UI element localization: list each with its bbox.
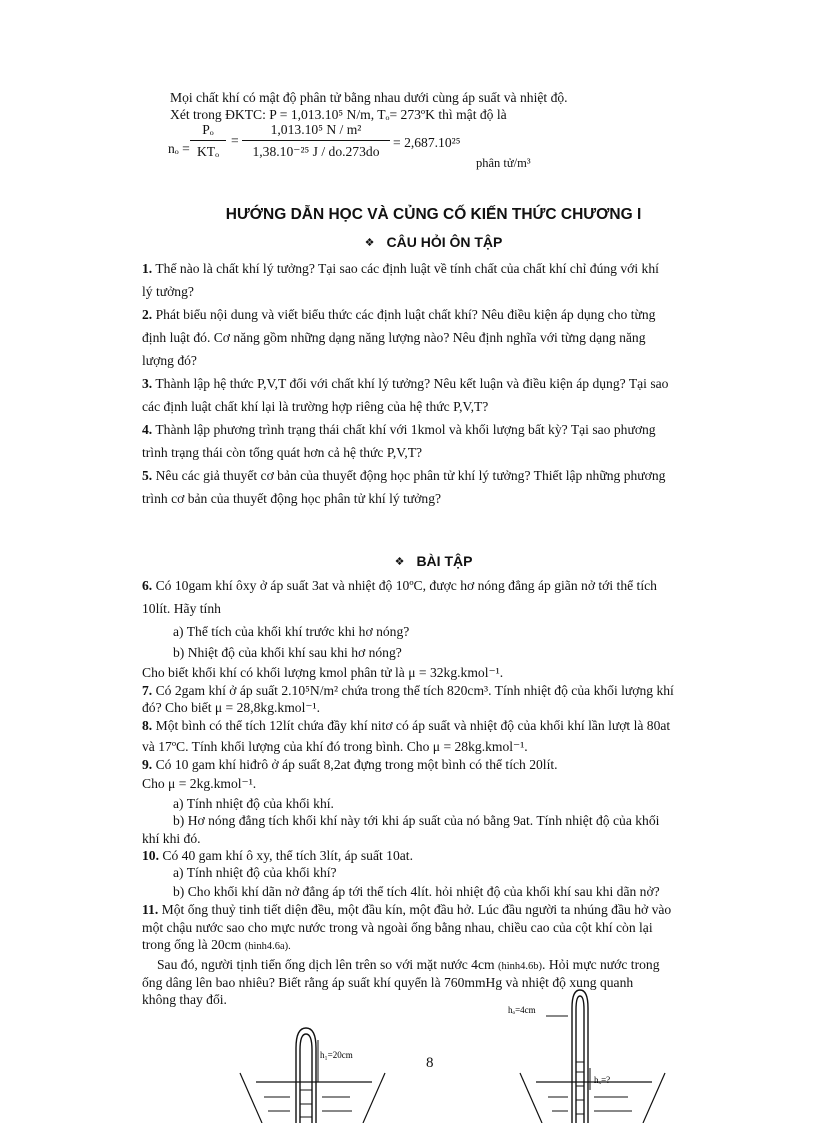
exercise-11-line-3: trong ống là 20cm (hình4.6a). [142,937,291,952]
label-h1: h₁=20cm [320,1050,353,1060]
exercise-8-line-1: 8. Một bình có thể tích 12lít chứa đầy khí nitơ có áp suất và nhiệt độ của khối khí lần lượt là 80at [142,718,671,733]
question-number: 5. [142,468,153,483]
exercise-11-line-6: không thay đổi. [142,992,227,1007]
question-number: 4. [142,422,153,437]
diamond-bullet-icon: ❖ [364,237,375,249]
question-number: 1. [142,261,153,276]
exercise-9-line-1: 9. Có 10 gam khí hiđrô ở áp suất 8,2at đựng trong một bình có thể tích 20lít. [142,757,558,772]
question-1-line-2: lý tưởng? [142,284,194,299]
formula-equals: = [231,133,239,148]
figure-b-water-hatching [546,1016,632,1114]
exercise-6-line-3: Cho biết khối khí có khối lượng kmol phân tử là μ = 32kg.kmol⁻¹. [142,665,504,680]
exercise-number: 11. [142,902,159,917]
section-title: HƯỚNG DẪN HỌC VÀ CỦNG CỐ KIẾN THỨC CHƯƠNG I [225,206,642,223]
question-1-line-1: 1. Thế nào là chất khí lý tưởng? Tại sao các định luật về tính chất của chất khí chỉ đúng với khí [142,261,659,276]
exercise-9-line-3: khí khi đó. [142,831,201,846]
exercise-heading-text: BÀI TẬP [416,553,473,569]
exercise-11-line-1: 11. Một ống thuỷ tinh tiết diện đều, một đầu kín, một đầu hở. Lúc đầu người ta nhúng đầu hở vào [142,902,672,917]
label-ho: hₒ=4cm [508,1005,536,1015]
exercise-number: 9. [142,757,153,772]
exercise-11-line-5: ống dâng lên bao nhiêu? Biết rằng áp suất khí quyển là 760mmHg và nhiệt độ xung quanh [142,975,634,990]
figure-b-basin [520,1073,665,1123]
question-2-line-2: định luật đó. Cơ năng gồm những dạng năng lượng nào? Nêu định nghĩa với từng dạng năng [142,330,646,345]
formula-frac2-denominator: 1,38.10⁻²⁵ J / do.273do [252,144,380,159]
exercise-10-part-a: a) Tính nhiệt độ của khối khí? [173,865,337,880]
label-hx: hₓ=? [594,1075,611,1085]
exercise-6-part-b: b) Nhiệt độ của khối khí sau khi hơ nóng? [173,645,402,660]
question-4-line-1: 4. Thành lập phương trình trạng thái chất khí với 1kmol và khối lượng bất kỳ? Tại sao phương [142,422,656,437]
formula-result: = 2,687.10²⁵ [393,135,461,150]
exercise-6-part-a: a) Thể tích của khối khí trước khi hơ nóng? [173,624,410,639]
question-5-line-2: trình cơ bản của thuyết động học phân tử khí lý tưởng? [142,491,442,506]
exercise-9-line-2: Cho μ = 2kg.kmol⁻¹. [142,776,257,791]
question-3-line-2: các định luật chất khí lại là trường hợp riêng của hệ thức P,V,T? [142,399,489,414]
exercise-number: 10. [142,848,159,863]
exercise-8-line-2: và 17ºC. Tính khối lượng của khí đó trong bình. Cho μ = 28kg.kmol⁻¹. [142,739,528,754]
exercise-9-part-a: a) Tính nhiệt độ của khối khí. [173,796,334,811]
exercise-10-line-1: 10. Có 40 gam khí ô xy, thể tích 3lít, áp suất 10at. [142,848,413,863]
review-heading-text: CÂU HỎI ÔN TẬP [386,234,503,250]
question-5-line-1: 5. Nêu các giả thuyết cơ bản của thuyết động học phân tử khí lý tưởng? Thiết lập những phương [142,468,666,483]
exercise-7-line-2: đó? Cho biết μ = 28,8kg.kmol⁻¹. [142,700,320,715]
formula-frac2-numerator: 1,013.10⁵ N / m² [270,122,362,137]
question-number: 3. [142,376,153,391]
figure-reference: (hình4.6a). [244,941,291,952]
figure-reference: (hình4.6b) [498,961,543,972]
intro-line-2: Xét trong ĐKTC: P = 1,013.10⁵ N/m, Tₒ= 273ºK thì mật độ là [170,107,507,122]
figure-a-tube [296,1028,316,1123]
exercise-number: 6. [142,578,153,593]
exercise-11-line-4: Sau đó, người tịnh tiến ống dịch lên trên so với mặt nước 4cm (hình4.6b). Hỏi mực nước trong [157,957,660,972]
exercise-11-line-2: một chậu nước sao cho mực nước trong và ngoài ống bằng nhau, chiều cao của cột khí còn lại [142,920,653,935]
formula-frac1-numerator: Pₒ [202,122,214,137]
diamond-bullet-icon: ❖ [394,556,405,568]
figure-b-tube [572,990,588,1123]
formula-lhs: nₒ = [168,141,190,156]
page-number: 8 [426,1055,434,1071]
formula-unit: phân tử/m³ [476,156,531,170]
question-number: 2. [142,307,153,322]
exercise-6-line-1: 6. Có 10gam khí ôxy ở áp suất 3at và nhiệt độ 10ºC, được hơ nóng đẳng áp giãn nở tới thể tích [142,578,657,593]
exercise-10-part-b: b) Cho khối khí dãn nở đẳng áp tới thể tích 4lít. hỏi nhiệt độ của khối khí sau khi dãn nở? [173,884,660,899]
intro-line-1: Mọi chất khí có mật độ phân tử bằng nhau dưới cùng áp suất và nhiệt độ. [170,90,568,105]
exercise-9-part-b: b) Hơ nóng đẳng tích khối khí này tới khi áp suất của nó bằng 9at. Tính nhiệt độ của khối [173,813,660,828]
exercise-number: 7. [142,683,153,698]
question-2-line-1: 2. Phát biểu nội dung và viết biểu thức các định luật chất khí? Nêu điều kiện áp dụng cho từng [142,307,656,322]
question-2-line-3: lượng đó? [142,353,197,368]
exercise-6-line-2: 10lít. Hãy tính [142,601,221,616]
exercise-number: 8. [142,718,153,733]
exercise-7-line-1: 7. Có 2gam khí ở áp suất 2.10⁵N/m² chứa trong thể tích 820cm³. Tính nhiệt độ của khối lượng khí [142,683,674,698]
question-3-line-1: 3. Thành lập hệ thức P,V,T đối với chất khí lý tưởng? Nêu kết luận và điều kiện áp dụng? Tại sao [142,376,669,391]
formula-frac1-denominator: KTₒ [196,144,220,159]
question-4-line-2: trình trạng thái còn tổng quát hơn cả hệ thức P,V,T? [142,445,423,460]
